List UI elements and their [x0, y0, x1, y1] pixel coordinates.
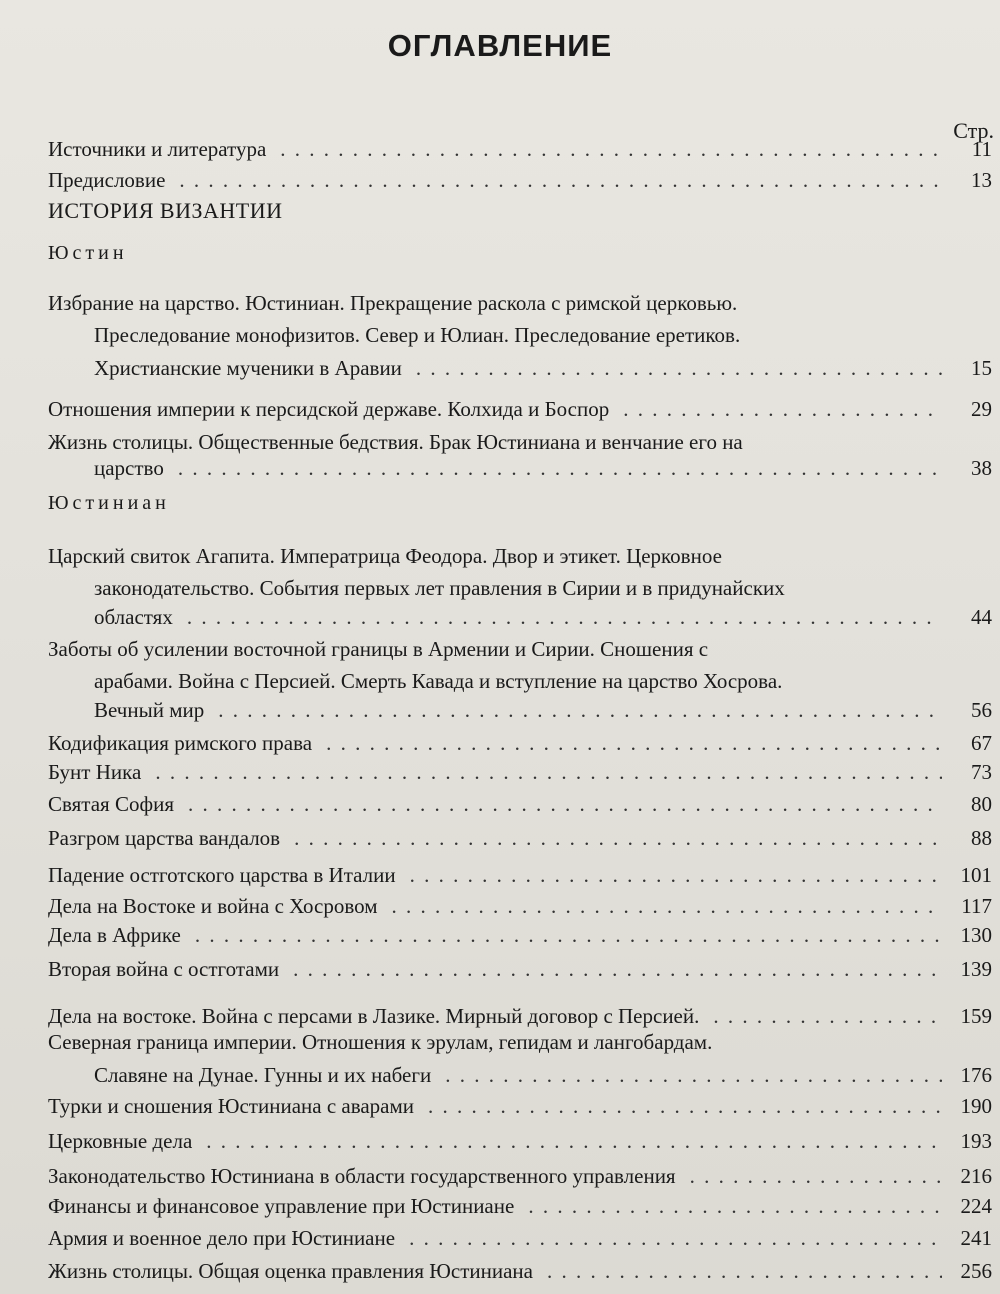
part-heading: ИСТОРИЯ ВИЗАНТИИ [48, 198, 283, 223]
leader-dots [218, 697, 942, 723]
entry-line: Избрание на царство. Юстиниан. Прекращение раскола с римской церковью. [48, 291, 738, 315]
entry-title: Армия и военное дело при Юстиниане [48, 1226, 396, 1250]
entry-page: 130 [960, 923, 992, 947]
page-title: ОГЛАВЛЕНИЕ [387, 28, 613, 63]
leader-dots [155, 759, 942, 785]
entry-title: царство [94, 456, 164, 480]
leader-dots [188, 791, 942, 817]
toc-entry[interactable] [48, 1225, 992, 1251]
entry-title: Дела в Африке [48, 923, 181, 947]
toc-entry[interactable] [48, 1003, 992, 1029]
leader-dots [547, 1258, 942, 1284]
toc-entry[interactable] [48, 893, 992, 919]
entry-line: Жизнь столицы. Общественные бедствия. Брак Юстиниана и венчание его на [48, 430, 743, 454]
entry-title: Дела на востоке. Война с персами в Лазике. Мирный договор с Персией. [48, 1004, 700, 1028]
entry-title: Финансы и финансовое управление при Юстиниане [48, 1194, 515, 1218]
toc-entry[interactable] [48, 1093, 992, 1119]
entry-title: Предисловие [48, 168, 166, 192]
toc-entry[interactable] [48, 759, 992, 785]
entry-page: 29 [971, 397, 992, 421]
entry-line: законодательство. События первых лет правления в Сирии и в придунайских [94, 576, 785, 600]
entry-page: 224 [960, 1194, 992, 1218]
entry-page: 256 [960, 1259, 992, 1283]
leader-dots [280, 136, 942, 162]
entry-title: Бунт Ника [48, 760, 142, 784]
toc-entry[interactable] [48, 922, 992, 948]
entry-page: 44 [971, 605, 992, 629]
toc-entry[interactable] [48, 791, 992, 817]
entry-page: 88 [971, 826, 992, 850]
entry-page: 117 [961, 894, 992, 918]
leader-dots [713, 1003, 942, 1029]
entry-title: Законодательство Юстиниана в области государственного управления [48, 1164, 676, 1188]
toc-entry[interactable] [48, 1163, 992, 1189]
entry-title: Дела на Востоке и война с Хосровом [48, 894, 378, 918]
leader-dots [178, 455, 942, 481]
entry-page: 159 [960, 1004, 992, 1028]
entry-page: 38 [971, 456, 992, 480]
leader-dots [445, 1062, 942, 1088]
toc-entry[interactable] [48, 862, 992, 888]
entry-page: 139 [960, 957, 992, 981]
entry-page: 241 [960, 1226, 992, 1250]
leader-dots [195, 922, 942, 948]
leader-dots [410, 862, 942, 888]
entry-title: Святая София [48, 792, 174, 816]
entry-title: Падение остготского царства в Италии [48, 863, 396, 887]
entry-title: Турки и сношения Юстиниана с аварами [48, 1094, 415, 1118]
toc-entry[interactable] [48, 167, 992, 193]
entry-line: арабами. Война с Персией. Смерть Кавада и вступление на царство Хосрова. [94, 669, 783, 693]
leader-dots [326, 730, 942, 756]
entry-title: Отношения империи к персидской державе. Колхида и Боспор [48, 397, 610, 421]
leader-dots [392, 893, 943, 919]
leader-dots [416, 355, 942, 381]
toc-entry[interactable] [94, 455, 992, 481]
toc-entry[interactable] [94, 697, 992, 723]
leader-dots [206, 1128, 942, 1154]
entry-page: 190 [960, 1094, 992, 1118]
entry-page: 176 [960, 1063, 992, 1087]
leader-dots [528, 1193, 942, 1219]
entry-page: 101 [960, 863, 992, 887]
entry-title: Вторая война с остготами [48, 957, 280, 981]
toc-entry[interactable] [48, 825, 992, 851]
leader-dots [179, 167, 942, 193]
entry-title: Церковные дела [48, 1129, 193, 1153]
entry-title: Вечный мир [94, 698, 205, 722]
leader-dots [187, 604, 942, 630]
leader-dots [623, 396, 942, 422]
entry-title: Источники и литература [48, 137, 267, 161]
entry-title: областях [94, 605, 173, 629]
entry-line: Царский свиток Агапита. Императрица Феодора. Двор и этикет. Церковное [48, 544, 722, 568]
entry-page: 73 [971, 760, 992, 784]
toc-entry[interactable] [94, 1062, 992, 1088]
entry-line: Северная граница империи. Отношения к эрулам, гепидам и лангобардам. [48, 1030, 713, 1054]
entry-title: Жизнь столицы. Общая оценка правления Юстиниана [48, 1259, 533, 1283]
page-column-label: Стр. [953, 118, 994, 143]
entry-page: 216 [960, 1164, 992, 1188]
leader-dots [293, 956, 942, 982]
toc-entry[interactable] [48, 730, 992, 756]
leader-dots [294, 825, 942, 851]
leader-dots [690, 1163, 942, 1189]
toc-entry[interactable] [48, 956, 992, 982]
entry-page: 11 [971, 137, 992, 161]
entry-page: 67 [971, 731, 992, 755]
entry-page: 80 [971, 792, 992, 816]
toc-entry[interactable] [48, 1128, 992, 1154]
toc-entry[interactable] [48, 1193, 992, 1219]
toc-entry[interactable] [94, 355, 992, 381]
section-heading: Юстиниан [48, 492, 170, 514]
toc-entry[interactable] [48, 1258, 992, 1284]
entry-title: Кодификация римского права [48, 731, 313, 755]
entry-page: 13 [971, 168, 992, 192]
section-heading: Юстин [48, 242, 128, 264]
leader-dots [409, 1225, 942, 1251]
entry-page: 193 [960, 1129, 992, 1153]
toc-entry[interactable] [48, 396, 992, 422]
entry-title: Славяне на Дунае. Гунны и их набеги [94, 1063, 432, 1087]
entry-page: 15 [971, 356, 992, 380]
entry-page: 56 [971, 698, 992, 722]
toc-entry[interactable] [94, 604, 992, 630]
leader-dots [428, 1093, 942, 1119]
entry-title: Христианские мученики в Аравии [94, 356, 402, 380]
entry-title: Разгром царства вандалов [48, 826, 281, 850]
toc-entry[interactable] [48, 136, 992, 162]
entry-line: Заботы об усилении восточной границы в Армении и Сирии. Сношения с [48, 637, 709, 661]
entry-line: Преследование монофизитов. Север и Юлиан. Преследование еретиков. [94, 323, 741, 347]
